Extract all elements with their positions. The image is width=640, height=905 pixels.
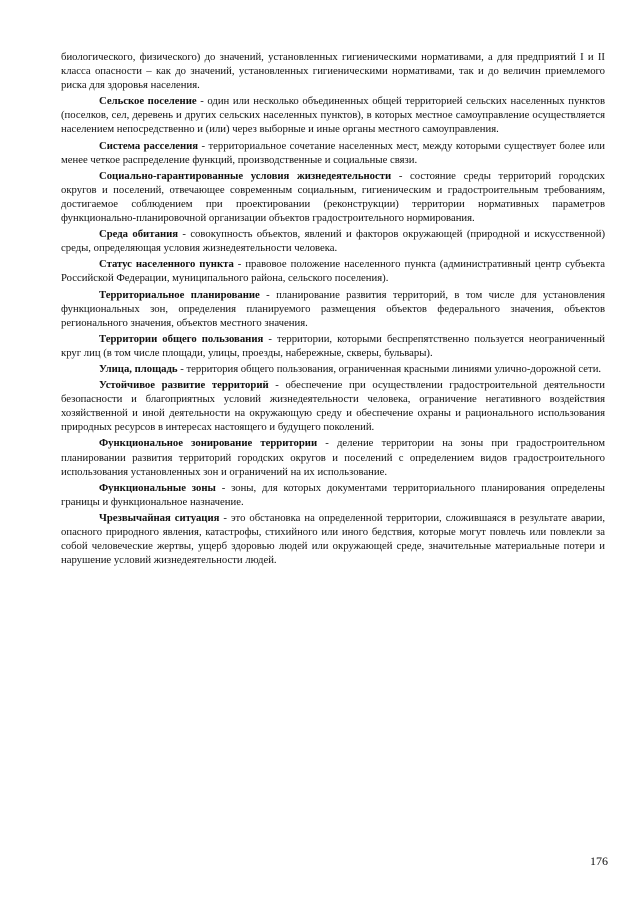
term-label: Сельское поселение xyxy=(99,95,197,108)
definition-paragraph xyxy=(61,511,605,567)
definition-text: - территории, которыми беспрепятственно пользуется неограниченный круг лиц (в том числе площади, улицы, проезды, набережные, скверы, бульвары). xyxy=(61,332,605,359)
term-label: Функциональное зонирование территории xyxy=(99,437,318,450)
definition-paragraph xyxy=(61,332,605,360)
definition-text: - зоны, для которых документами территориального планирования определены границы и функциональное назначение. xyxy=(61,481,605,508)
term-label: Среда обитания xyxy=(99,228,179,241)
definition-text: - один или несколько объединенных общей территорией сельских населенных пунктов (поселков, сел, деревень и других сельских населенных пунктов), в которых местное самоуправление осуществляется населением непосредственно и (или) через выборные и иные органы местного самоуправления. xyxy=(61,95,605,136)
definition-text: - совокупность объектов, явлений и факторов окружающей (природной и искусственной) среды, определяющая условия жизнедеятельности человека. xyxy=(61,228,606,255)
term-label: Система расселения xyxy=(99,139,199,152)
definition-text: - это обстановка на определенной территории, сложившаяся в результате аварии, опасного природного явления, катастрофы, стихийного или иного бедствия, которые могут повлечь или повлекли за собой человеческие жертвы, ущерб здоровью людей или окружающей среде, значительные материальные потери и нарушение условий жизнедеятельности людей. xyxy=(61,511,605,567)
term-label: Статус населенного пункта xyxy=(99,258,234,271)
definition-paragraph xyxy=(61,288,605,330)
definition-paragraph xyxy=(61,257,605,285)
definition-text: - территориальное сочетание населенных мест, между которыми существует более или менее четкое распределение функций, производственные и социальные связи. xyxy=(61,139,605,166)
term-label: Функциональные зоны xyxy=(99,481,216,494)
definition-text: - деление территории на зоны при градостроительном планировании развития территорий городских округов и поселений с определением видов градостроительного использования установленных зон и ограничений на их использование. xyxy=(61,437,605,478)
term-label: Чрезвычайная ситуация xyxy=(99,511,220,524)
definition-text: - правовое положение населенного пункта (административный центр субъекта Российской Федерации, муниципального района, сельского поселения). xyxy=(61,258,605,285)
term-label: Социально-гарантированные условия жизнедеятельности xyxy=(99,169,392,182)
page-number: 176 xyxy=(590,854,608,868)
term-label: Территориальное планирование xyxy=(99,288,260,301)
definition-paragraph xyxy=(61,362,605,376)
definition-paragraph xyxy=(61,227,605,255)
definition-paragraph xyxy=(61,169,605,225)
definition-paragraph xyxy=(61,378,605,434)
term-label: Устойчивое развитие территорий xyxy=(99,379,269,392)
intro-paragraph: биологического, физического) до значений, установленных гигиеническими нормативами, а для предприятий I и II класса опасности – как до значений, установленных гигиеническими нормативами, так и до величин приемлемого риска для здоровья населения. xyxy=(61,51,605,92)
document-body xyxy=(61,50,605,569)
definition-text: - обеспечение при осуществлении градостроительной деятельности безопасности и благоприятных условий жизнедеятельности человека, ограничение негативного воздействия хозяйственной и иной деятельности на окружающую среду и обеспечение охраны и рационального использования природных ресурсов в интересах настоящего и будущего поколений. xyxy=(61,379,605,434)
definition-text: - состояние среды территорий городских округов и поселений, отвечающее современным социальным, гигиеническим и градостроительным требованиям, достигаемое соблюдением при проектировании (реконструкции) территории нормативных параметров функционально-планировочной организации объектов градостроительного нормирования. xyxy=(61,169,605,225)
term-label: Улица, площадь xyxy=(99,362,178,375)
definition-paragraph xyxy=(61,436,605,478)
definition-text: - планирование развития территорий, в том числе для установления функциональных зон, определения планируемого размещения объектов федерального значения, объектов регионального значения, объектов местного значения. xyxy=(61,288,606,329)
definition-paragraph xyxy=(61,94,605,136)
definition-paragraph xyxy=(61,481,605,509)
definition-text: - территория общего пользования, ограниченная красными линиями улично-дорожной сети. xyxy=(177,362,602,375)
term-label: Территории общего пользования xyxy=(99,332,264,345)
definition-paragraph xyxy=(61,139,605,167)
